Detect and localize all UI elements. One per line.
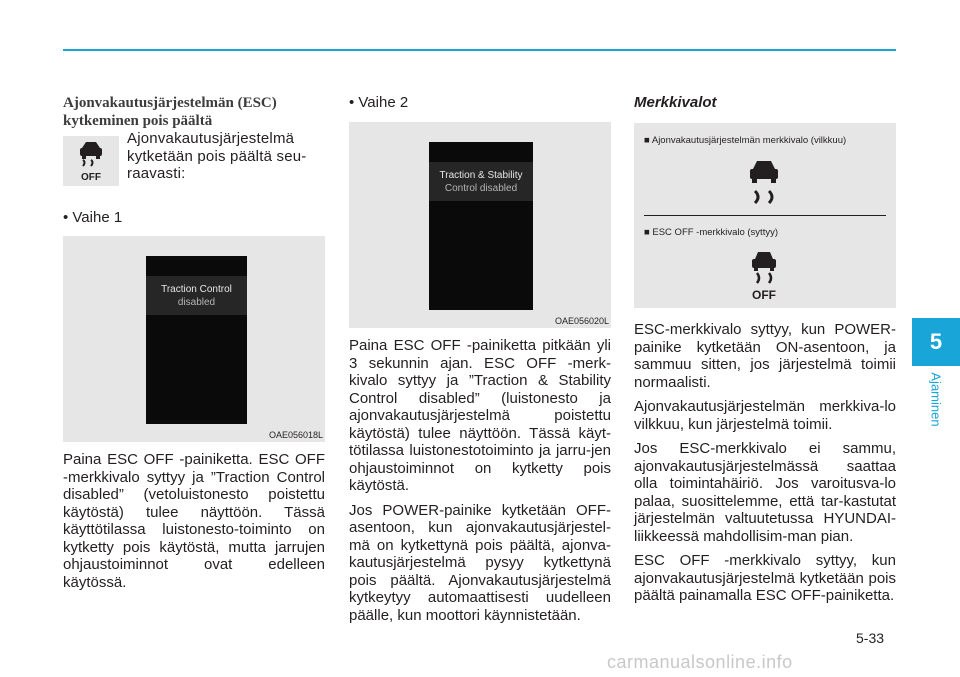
column-3 — [634, 94, 896, 604]
icon-off-label: OFF — [81, 172, 101, 183]
paragraph-2: Ajonvakautusjärjestelmän merkkiva-lo vilkkuu, kun järjestelmä toimii. — [634, 398, 896, 433]
chapter-label — [926, 372, 946, 432]
legend-esc-off-lit: ■ ESC OFF -merkkivalo (syttyy) — [644, 227, 778, 238]
step-1-label: • Vaihe 1 — [63, 209, 123, 226]
indicator-legend — [634, 123, 896, 308]
chapter-label-text: Ajaminen — [928, 372, 944, 427]
figure-step-1 — [63, 236, 325, 442]
esc-off-indicator-icon — [742, 247, 786, 308]
chapter-tab: 5 — [912, 318, 960, 366]
indicator-off-label: OFF — [752, 288, 776, 302]
figure-code: OAE056020L — [554, 316, 609, 326]
display-line-1: Traction Control — [161, 284, 232, 295]
step-2-label: • Vaihe 2 — [349, 94, 409, 111]
figure-code: OAE056018L — [268, 430, 323, 440]
section-heading — [63, 94, 325, 130]
cluster-display — [146, 256, 247, 424]
esc-indicator-icon — [739, 155, 789, 214]
step-1-paragraph: Paina ESC OFF -painiketta. ESC OFF -merkkivalo syttyy ja ”Traction Control disabled” (vetoluistonesto poistettu käytöstä) tulee näyttöön. Tässä käyttötilassa luistonesto-toiminto on kytketty pois käytöstä, mutta jarrujen ohjaustoiminnot ovat edelleen käytössä. — [63, 451, 325, 591]
legend-divider — [644, 215, 886, 216]
display-message — [429, 162, 533, 201]
heading-line-2: kytkeminen pois päältä — [63, 113, 213, 129]
legend-esc-blinking: ■ Ajonvakautusjärjestelmän merkkivalo (vilkkuu) — [644, 135, 847, 146]
paragraph-3: Jos ESC-merkkivalo ei sammu, ajonvakautusjärjestelmässä saattaa olla toimintahäiriö. Jos varoitusva-lo palaa, suosittelemme, että tar-kastutat järjestelmän valtuutetussa HYUNDAI-liikkeessä mahdollisim-man pian. — [634, 440, 896, 545]
display-message — [146, 276, 247, 315]
display-line-1: Traction & Stability — [439, 170, 523, 181]
heading-line-1: Ajonvakautusjärjestelmän (ESC) — [63, 95, 277, 111]
power-button-paragraph: Jos POWER-painike kytketään OFF-asentoon, kun ajonvakautusjärjestel-mä on kytkettynä pois päältä, ajonva-kautusjärjestelmä pysyy kytkettynä pois päältä. Ajonvakautusjärjestelmä kytkeytyy automaattisesti uudelleen päälle, kun moottori käynnistetään. — [349, 501, 611, 624]
display-line-2: Control disabled — [444, 183, 518, 194]
esc-off-icon — [63, 136, 119, 186]
watermark: carmanualsonline.info — [607, 652, 793, 672]
figure-step-2 — [349, 122, 611, 328]
paragraph-1: ESC-merkkivalo syttyy, kun POWER-painike kytketään ON-asentoon, ja sammuu sitten, jos järjestelmä toimii normaalisti. — [634, 321, 896, 391]
intro-text: Ajonvakautusjärjestelmä kytketään pois päältä seu-raavasti: — [127, 130, 307, 182]
column-2 — [349, 94, 611, 624]
page-number: 5-33 — [856, 630, 885, 646]
header-rule — [63, 49, 896, 51]
section-title: Merkkivalot — [634, 94, 717, 111]
display-line-2: disabled — [177, 297, 216, 308]
step-2-paragraph: Paina ESC OFF -painiketta pitkään yli 3 sekunnin ajan. ESC OFF -merk-kivalo syttyy ja ”Traction & Stability Control disabled” (luistonesto ja ajonvakautusjärjestelmä poistettu käytöstä) tulee näyttöön. Tässä käyt-tötilassa luistonestotoiminto ja jarru-jen ohjaustoiminnot on kytketty pois käytöstä. — [349, 337, 611, 494]
cluster-display — [429, 142, 533, 310]
column-1 — [63, 94, 325, 591]
paragraph-4: ESC OFF -merkkivalo syttyy, kun ajonvakautusjärjestelmä kytketään pois päältä painamalla ESC OFF-painiketta. — [634, 552, 896, 604]
